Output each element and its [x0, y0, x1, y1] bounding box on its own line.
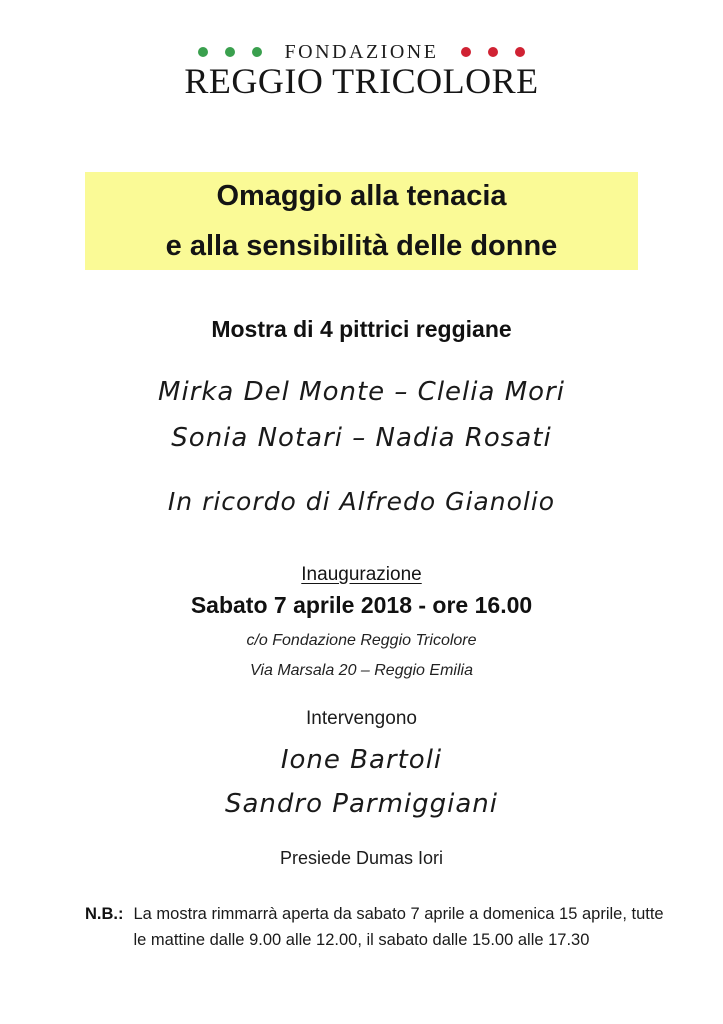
memorial-line: In ricordo di Alfredo Gianolio	[167, 487, 556, 516]
red-dot-icon	[461, 47, 471, 57]
inauguration-datetime: Sabato 7 aprile 2018 - ore 16.00	[190, 592, 533, 618]
red-dot-icon	[488, 47, 498, 57]
fondazione-label: FONDAZIONE	[284, 41, 439, 63]
speaker-1: Ione Bartoli	[280, 745, 443, 775]
green-dot-icon	[225, 47, 235, 57]
banner-line-1: Omaggio alla tenacia	[216, 179, 507, 212]
nb-text	[134, 902, 664, 953]
banner-line-2: e alla sensibilità delle donne	[165, 229, 558, 262]
exhibition-subtitle: Mostra di 4 pittrici reggiane	[211, 316, 512, 342]
reggio-tricolore-label: REGGIO TRICOLORE	[184, 61, 539, 101]
green-dot-icon	[198, 47, 208, 57]
speakers-label: Intervengono	[306, 708, 417, 729]
venue-line-1: c/o Fondazione Reggio Tricolore	[246, 632, 477, 649]
speaker-2: Sandro Parmiggiani	[225, 789, 498, 819]
nb-text-line-2: le mattine dalle 9.00 alle 12.00, il sabato dalle 15.00 alle 17.30	[133, 930, 590, 949]
logo-header	[0, 42, 723, 62]
artists-line-2: Sonia Notari – Nadia Rosati	[171, 423, 552, 453]
chair-line: Presiede Dumas Iori	[279, 848, 444, 868]
venue-line-2: Via Marsala 20 – Reggio Emilia	[250, 662, 473, 679]
title-banner	[85, 172, 638, 270]
green-dot-icon	[252, 47, 262, 57]
nb-note	[85, 902, 690, 953]
red-dot-icon	[515, 47, 525, 57]
nb-text-line-1: La mostra rimmarrà aperta da sabato 7 aprile a domenica 15 aprile, tutte	[133, 905, 664, 923]
inauguration-label: Inaugurazione	[301, 564, 422, 585]
artists-line-1: Mirka Del Monte – Clelia Mori	[158, 377, 565, 407]
nb-label: N.B.:	[85, 905, 124, 923]
